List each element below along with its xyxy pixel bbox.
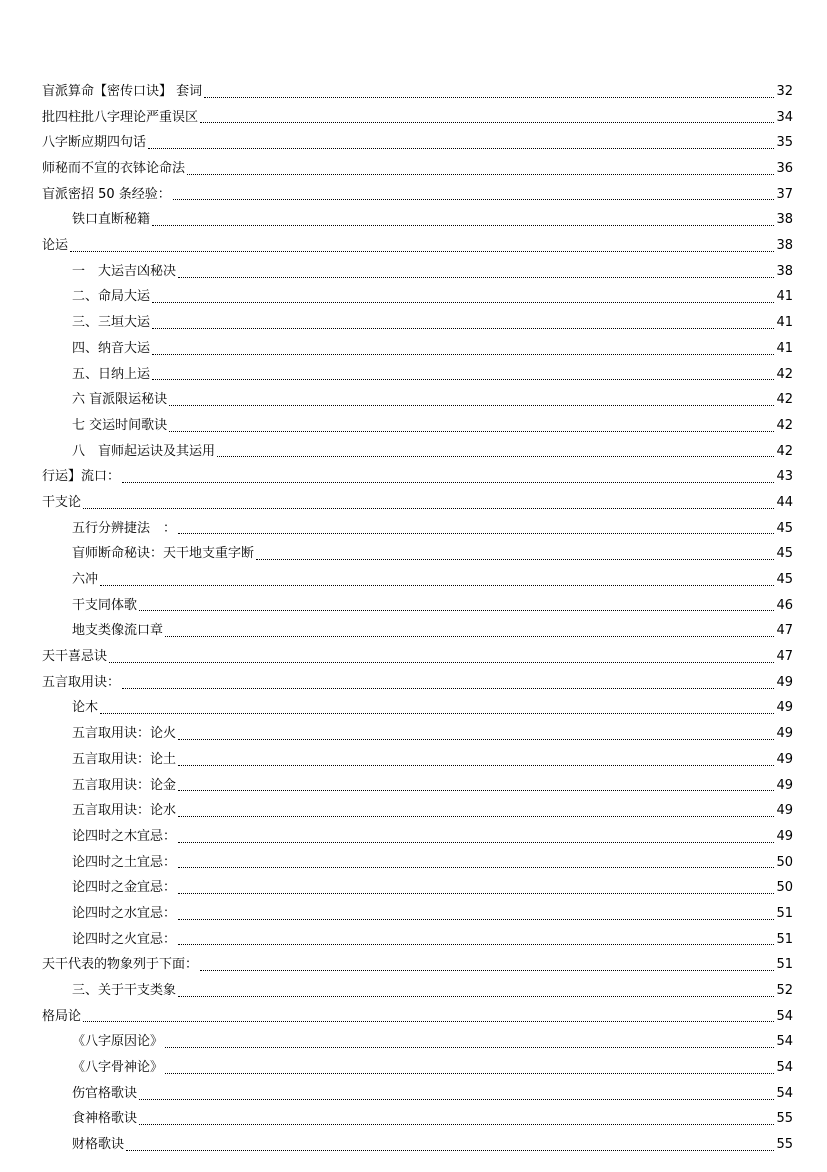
toc-entry[interactable] [42, 1081, 793, 1107]
toc-entry-title: 五言取用诀：论土 [72, 751, 177, 767]
toc-entry-title: 盲派密招 50 条经验： [42, 186, 171, 202]
toc-entry[interactable] [42, 593, 793, 619]
toc-entry-page-number: 54 [776, 1034, 793, 1050]
toc-entry-title: 一 大运吉凶秘决 [72, 263, 177, 279]
toc-entry-title: 论四时之水宜忌： [72, 905, 177, 921]
dot-leader [217, 456, 774, 457]
dot-leader [70, 251, 774, 252]
dot-leader [152, 302, 774, 303]
toc-entry-title: 批四柱批八字理论严重误区 [42, 109, 199, 125]
toc-entry-page-number: 41 [776, 340, 793, 356]
toc-entry[interactable] [42, 233, 793, 259]
dot-leader [152, 328, 774, 329]
toc-entry-page-number: 45 [776, 572, 793, 588]
toc-entry[interactable] [42, 541, 793, 567]
toc-entry-page-number: 49 [776, 803, 793, 819]
toc-entry-title: 六冲 [72, 572, 99, 588]
toc-entry[interactable] [42, 105, 793, 131]
toc-entry[interactable] [42, 721, 793, 747]
dot-leader [178, 816, 774, 817]
toc-entry-page-number: 46 [776, 597, 793, 613]
toc-entry[interactable] [42, 927, 793, 953]
dot-leader [152, 379, 774, 380]
toc-entry-page-number: 32 [776, 83, 793, 99]
toc-entry-page-number: 49 [776, 777, 793, 793]
toc-entry-page-number: 55 [776, 1137, 793, 1153]
toc-entry-title: 四、纳音大运 [72, 340, 151, 356]
toc-entry[interactable] [42, 978, 793, 1004]
toc-entry-page-number: 42 [776, 417, 793, 433]
toc-entry-title: 盲派算命【密传口诀】 套词 [42, 83, 203, 99]
toc-entry-title: 七 交运时间歌诀 [72, 417, 168, 433]
toc-entry-page-number: 55 [776, 1111, 793, 1127]
toc-entry-title: 干支同体歌 [72, 597, 138, 613]
toc-entry-page-number: 47 [776, 623, 793, 639]
toc-entry-title: 论四时之土宜忌： [72, 854, 177, 870]
dot-leader [165, 1073, 774, 1074]
toc-entry[interactable] [42, 413, 793, 439]
dot-leader [165, 1047, 774, 1048]
toc-entry-title: 食神格歌诀 [72, 1111, 138, 1127]
toc-entry-page-number: 43 [776, 469, 793, 485]
dot-leader [178, 919, 774, 920]
toc-entry-page-number: 54 [776, 1060, 793, 1076]
toc-entry[interactable] [42, 670, 793, 696]
dot-leader [169, 405, 774, 406]
toc-entry-title: 伤官格歌诀 [72, 1085, 138, 1101]
toc-entry[interactable] [42, 310, 793, 336]
toc-entry-title: 天干喜忌诀 [42, 649, 108, 665]
dot-leader [122, 482, 774, 483]
dot-leader [256, 559, 774, 560]
toc-entry-title: 干支论 [42, 494, 82, 510]
toc-entry-title: 五行分辨捷法 ： [72, 520, 177, 536]
toc-entry[interactable] [42, 387, 793, 413]
toc-entry-page-number: 50 [776, 854, 793, 870]
dot-leader [83, 1021, 774, 1022]
dot-leader [178, 893, 774, 894]
dot-leader [178, 842, 774, 843]
toc-entry[interactable] [42, 156, 793, 182]
dot-leader [109, 662, 774, 663]
toc-entry-title: 论运 [42, 238, 69, 254]
table-of-contents [42, 79, 793, 1158]
toc-entry[interactable] [42, 182, 793, 208]
toc-entry[interactable] [42, 850, 793, 876]
toc-entry-title: 八字断应期四句话 [42, 135, 147, 151]
dot-leader [178, 867, 774, 868]
toc-entry-title: 《八字原因论》 [72, 1034, 164, 1050]
toc-entry[interactable] [42, 875, 793, 901]
toc-entry[interactable] [42, 464, 793, 490]
dot-leader [122, 688, 774, 689]
toc-entry[interactable] [42, 747, 793, 773]
toc-entry-page-number: 49 [776, 674, 793, 690]
toc-entry[interactable] [42, 824, 793, 850]
toc-entry[interactable] [42, 1029, 793, 1055]
toc-entry-title: 八 盲师起运诀及其运用 [72, 443, 216, 459]
toc-entry-title: 五言取用诀：论水 [72, 803, 177, 819]
toc-entry-page-number: 51 [776, 957, 793, 973]
toc-entry[interactable] [42, 490, 793, 516]
toc-entry[interactable] [42, 1107, 793, 1133]
dot-leader [139, 1099, 774, 1100]
toc-entry[interactable] [42, 644, 793, 670]
toc-entry-page-number: 42 [776, 366, 793, 382]
toc-entry[interactable] [42, 901, 793, 927]
toc-entry[interactable] [42, 439, 793, 465]
dot-leader [178, 277, 774, 278]
toc-entry-title: 五言取用诀：论金 [72, 777, 177, 793]
toc-entry-page-number: 49 [776, 751, 793, 767]
toc-entry[interactable] [42, 79, 793, 105]
dot-leader [152, 354, 774, 355]
toc-entry-page-number: 42 [776, 392, 793, 408]
toc-entry-page-number: 38 [776, 212, 793, 228]
toc-entry[interactable] [42, 336, 793, 362]
dot-leader [187, 174, 774, 175]
dot-leader [178, 533, 774, 534]
dot-leader [178, 765, 774, 766]
toc-entry-title: 论木 [72, 700, 99, 716]
toc-entry-page-number: 37 [776, 186, 793, 202]
toc-entry[interactable] [42, 1132, 793, 1158]
dot-leader [165, 636, 774, 637]
toc-entry-title: 地支类像流口章 [72, 623, 164, 639]
toc-entry-title: 盲师断命秘诀：天干地支重字断 [72, 546, 255, 562]
dot-leader [100, 713, 774, 714]
toc-entry[interactable] [42, 362, 793, 388]
toc-entry-page-number: 54 [776, 1008, 793, 1024]
dot-leader [204, 97, 774, 98]
toc-entry-title: 行运】流口： [42, 469, 121, 485]
toc-entry-page-number: 45 [776, 546, 793, 562]
toc-entry-page-number: 51 [776, 931, 793, 947]
dot-leader [139, 610, 774, 611]
dot-leader [178, 739, 774, 740]
dot-leader [169, 431, 774, 432]
dot-leader [148, 148, 774, 149]
dot-leader [178, 944, 774, 945]
toc-entry[interactable] [42, 1004, 793, 1030]
dot-leader [200, 970, 774, 971]
toc-entry[interactable] [42, 1055, 793, 1081]
toc-entry-page-number: 45 [776, 520, 793, 536]
toc-entry-title: 铁口直断秘籍 [72, 212, 151, 228]
toc-entry-title: 五言取用诀： [42, 674, 121, 690]
toc-entry-title: 财格歌诀 [72, 1137, 125, 1153]
dot-leader [173, 199, 775, 200]
toc-entry-title: 三、三垣大运 [72, 315, 151, 331]
toc-entry[interactable] [42, 130, 793, 156]
toc-entry-page-number: 41 [776, 289, 793, 305]
toc-entry-title: 三、关于干支类象 [72, 983, 177, 999]
toc-entry[interactable] [42, 567, 793, 593]
toc-entry[interactable] [42, 285, 793, 311]
toc-entry-page-number: 35 [776, 135, 793, 151]
toc-entry-title: 《八字骨神论》 [72, 1060, 164, 1076]
toc-entry-title: 天干代表的物象列于下面： [42, 957, 199, 973]
toc-entry-page-number: 36 [776, 161, 793, 177]
dot-leader [178, 790, 774, 791]
toc-entry-page-number: 42 [776, 443, 793, 459]
toc-entry[interactable] [42, 516, 793, 542]
toc-entry[interactable] [42, 618, 793, 644]
toc-entry[interactable] [42, 259, 793, 285]
toc-entry-title: 格局论 [42, 1008, 82, 1024]
toc-entry-title: 二、命局大运 [72, 289, 151, 305]
toc-entry-title: 论四时之木宜忌： [72, 828, 177, 844]
toc-entry-page-number: 47 [776, 649, 793, 665]
toc-entry[interactable] [42, 207, 793, 233]
toc-entry-page-number: 49 [776, 828, 793, 844]
toc-entry-title: 五、日纳上运 [72, 366, 151, 382]
toc-entry-title: 五言取用诀：论火 [72, 726, 177, 742]
toc-entry[interactable] [42, 798, 793, 824]
toc-entry-page-number: 44 [776, 494, 793, 510]
toc-entry[interactable] [42, 952, 793, 978]
toc-entry-title: 师秘而不宣的衣钵论命法 [42, 161, 186, 177]
dot-leader [100, 585, 774, 586]
toc-entry-page-number: 51 [776, 905, 793, 921]
toc-entry-title: 论四时之火宜忌： [72, 931, 177, 947]
toc-entry[interactable] [42, 773, 793, 799]
dot-leader [178, 996, 774, 997]
toc-entry-page-number: 41 [776, 315, 793, 331]
toc-entry-page-number: 49 [776, 700, 793, 716]
toc-entry-title: 六 盲派限运秘诀 [72, 392, 168, 408]
toc-entry-page-number: 52 [776, 983, 793, 999]
toc-entry-page-number: 38 [776, 263, 793, 279]
toc-entry-page-number: 38 [776, 238, 793, 254]
toc-entry-page-number: 34 [776, 109, 793, 125]
toc-entry[interactable] [42, 696, 793, 722]
dot-leader [200, 122, 774, 123]
toc-entry-page-number: 50 [776, 880, 793, 896]
toc-entry-title: 论四时之金宜忌： [72, 880, 177, 896]
toc-entry-page-number: 54 [776, 1085, 793, 1101]
dot-leader [83, 508, 774, 509]
dot-leader [126, 1150, 774, 1151]
toc-entry-page-number: 49 [776, 726, 793, 742]
dot-leader [139, 1124, 774, 1125]
dot-leader [152, 225, 774, 226]
